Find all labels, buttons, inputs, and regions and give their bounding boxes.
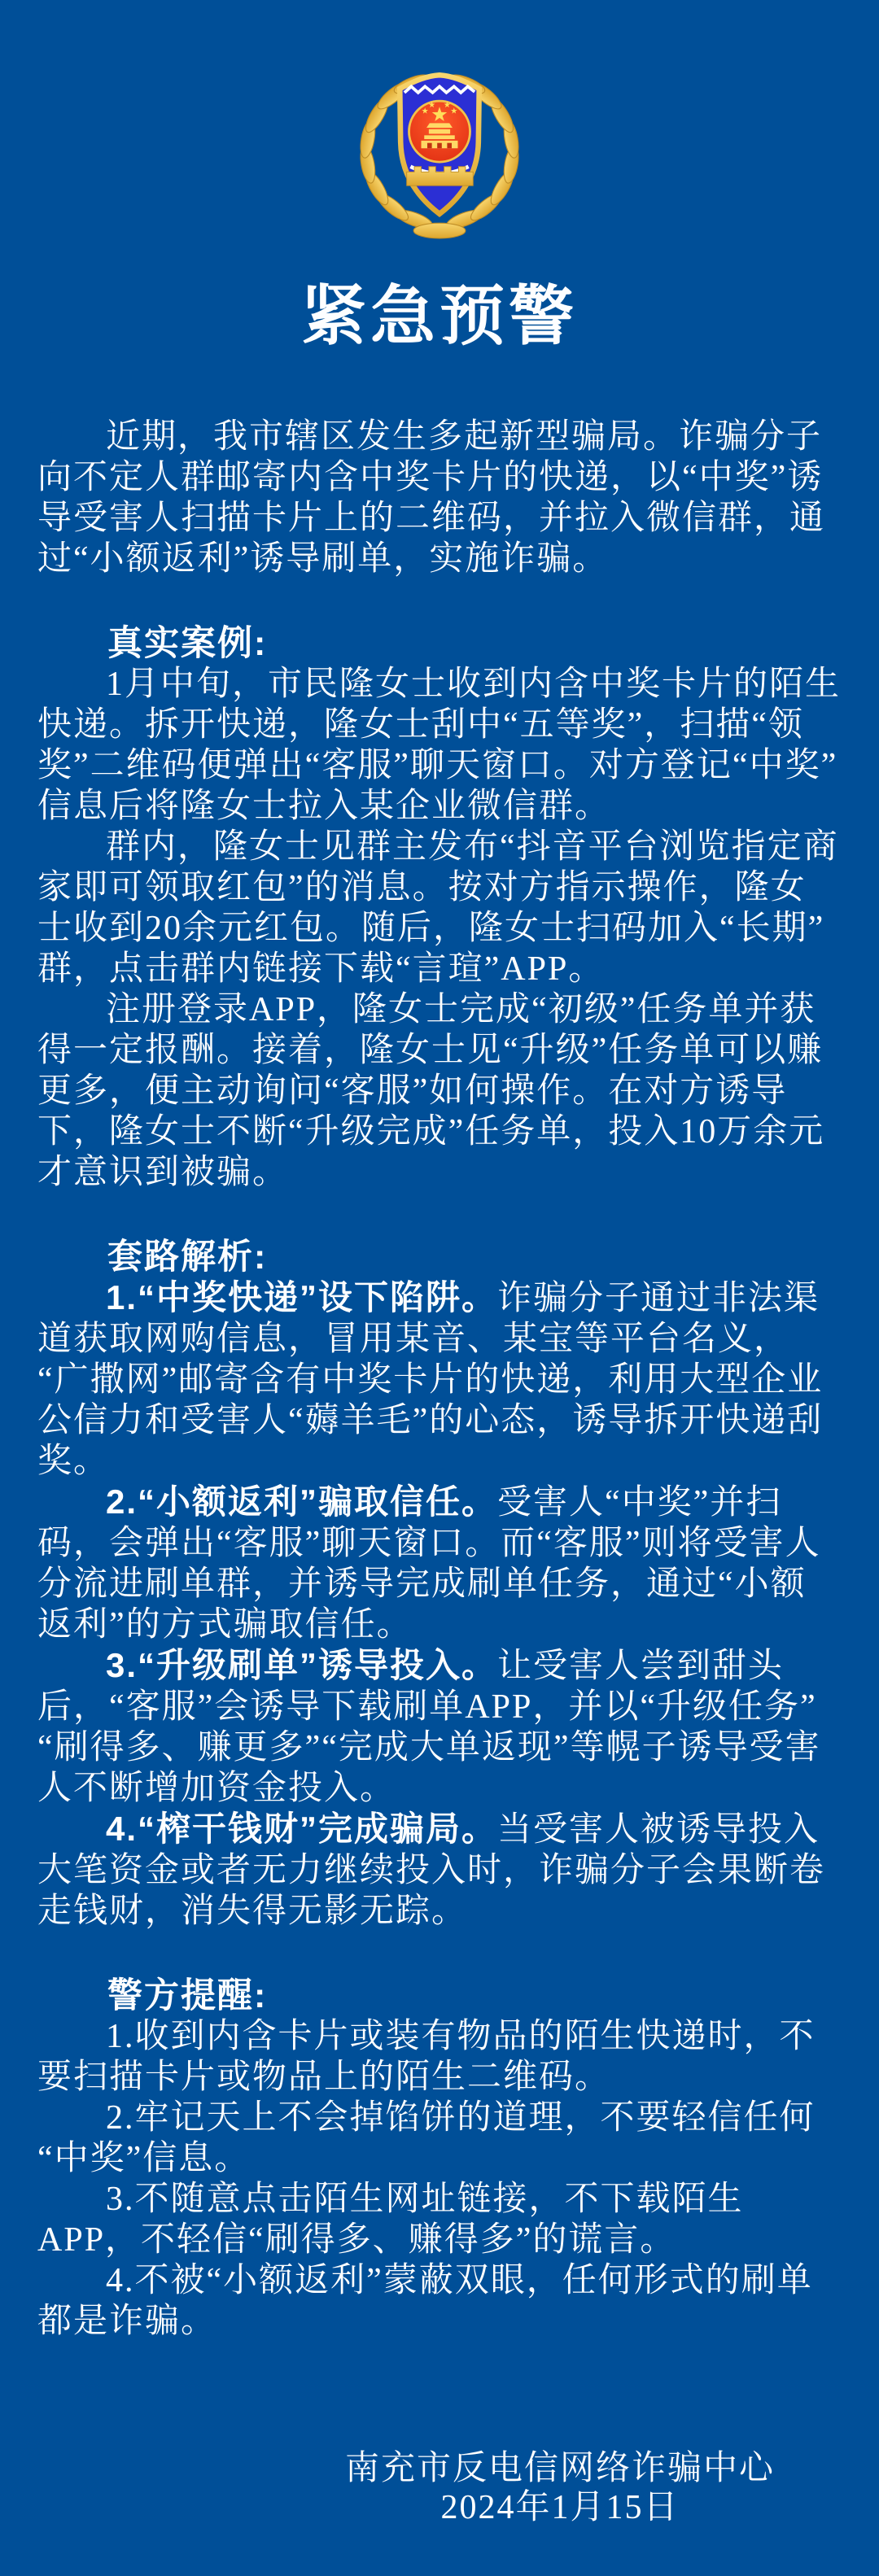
footer: [345, 2449, 775, 2527]
page-title: 紧急预警: [301, 282, 578, 353]
paragraph: 4.不被“小额返利”蒙蔽双眼，任何形式的刷单都是诈骗。: [37, 2262, 813, 2340]
police-badge-icon: [348, 54, 531, 249]
sections-container: [37, 623, 842, 2342]
paragraph: 注册登录APP，隆女士完成“初级”任务单并获得一定报酬。接着，隆女士见“升级”任务单可以赚更多，便主动询问“客服”如何操作。在对方诱导下，隆女士不断“升级完成”任务单，投入10万余元才意识到被骗。: [37, 991, 825, 1191]
content: [37, 417, 842, 2342]
paragraph: 3.不随意点击陌生网址链接，不下载陌生APP，不轻信“刷得多、赚得多”的谎言。: [37, 2181, 744, 2259]
list-item-lead: 3.“升级刷单”诱导投入。: [106, 1646, 498, 1684]
intro-paragraph: 近期，我市辖区发生多起新型骗局。诈骗分子向不定人群邮寄内含中奖卡片的快递，以“中奖”诱导受害人扫描卡片上的二维码，并拉入微信群，通过“小额返利”诱导刷单，实施诈骗。: [37, 418, 826, 578]
footer-date: 2024年1月15日: [440, 2489, 680, 2526]
section-heading-3: 警方提醒:: [107, 1976, 268, 2015]
list-item-lead: 1.“中奖快递”设下陷阱。: [106, 1278, 498, 1316]
paragraph: 2.牢记天上不会掉馅饼的道理，不要轻信任何“中奖”信息。: [37, 2099, 816, 2177]
section-heading-1: 真实案例:: [107, 624, 268, 663]
list-item-lead: 2.“小额返利”骗取信任。: [106, 1482, 498, 1521]
gate-arches: [427, 143, 452, 149]
paragraph: 1.收到内含卡片或装有物品的陌生快递时，不要扫描卡片或物品上的陌生二维码。: [37, 2018, 816, 2096]
paragraph: 1月中旬，市民隆女士收到内含中奖卡片的陌生快递。拆开快递，隆女士刮中“五等奖”，扫描“领奖”二维码便弹出“客服”聊天窗口。对方登记“中奖”信息后将隆女士拉入某企业微信群。: [37, 666, 842, 825]
list-item: 1.“中奖快递”设下陷阱。诈骗分子通过非法渠道获取网购信息，冒用某音、某宝等平台名义，“广撒网”邮寄含有中奖卡片的快递，利用大型企业公信力和受害人“薅羊毛”的心态，诱导拆开快递刮奖。: [37, 1278, 824, 1480]
footer-org: 南充市反电信网络诈骗中心: [344, 2450, 775, 2487]
section-heading-2: 套路解析:: [107, 1238, 268, 1277]
list-item: 2.“小额返利”骗取信任。受害人“中奖”并扫码，会弹出“客服”聊天窗口。而“客服”则将受害人分流进刷单群，并诱导完成刷单任务，通过“小额返利”的方式骗取信任。: [37, 1482, 821, 1644]
list-item: 4.“榨干钱财”完成骗局。当受害人被诱导投入大笔资金或者无力继续投入时，诈骗分子会果断卷走钱财，消失得无影无踪。: [37, 1810, 826, 1930]
paragraph: 群内，隆女士见群主发布“抖音平台浏览指定商家即可领取红包”的消息。按对方指示操作，隆女士收到20余元红包。随后，隆女士扫码加入“长期”群，点击群内链接下载“言瑄”APP。: [37, 828, 839, 988]
list-item-lead: 4.“榨干钱财”完成骗局。: [106, 1810, 498, 1848]
list-item: 3.“升级刷单”诱导投入。让受害人尝到甜头后，“客服”会诱导下载刷单APP，并以“升级任务”“刷得多、赚更多”“完成大单返现”等幌子诱导受害人不断增加资金投入。: [37, 1646, 821, 1807]
